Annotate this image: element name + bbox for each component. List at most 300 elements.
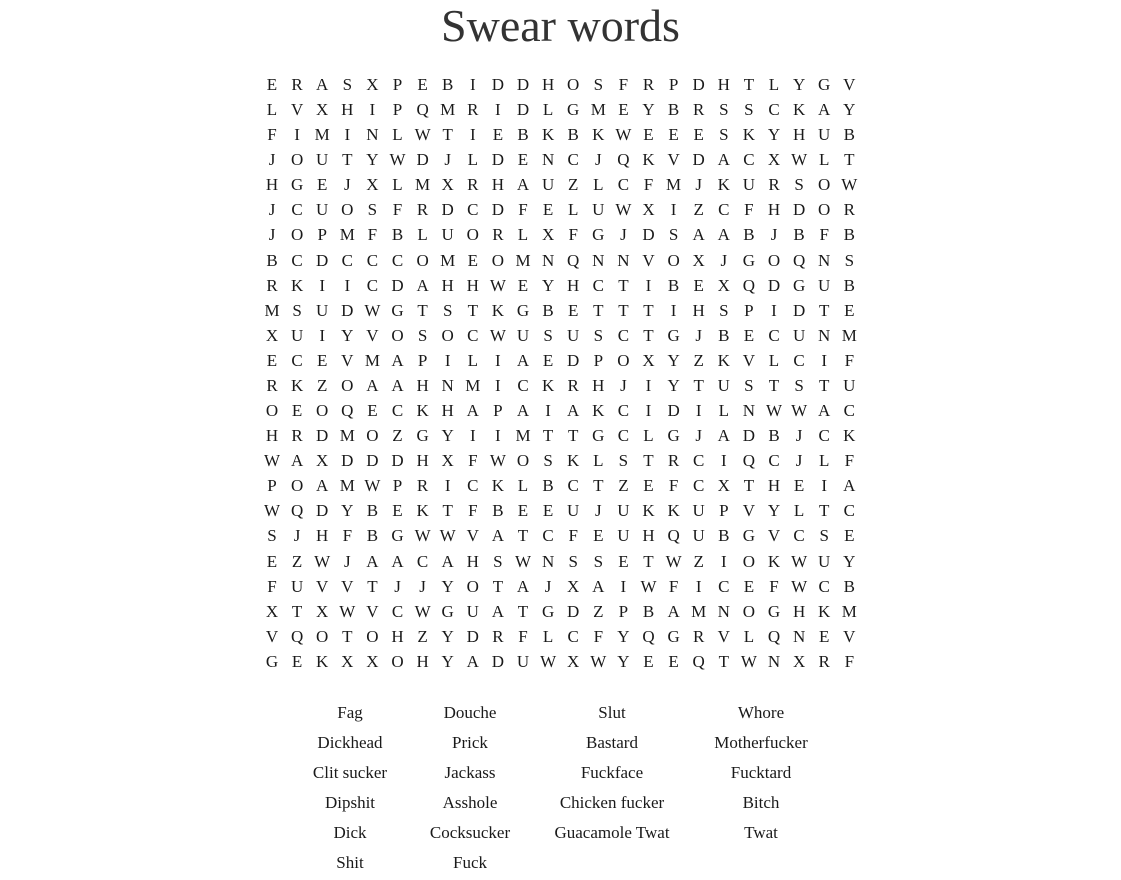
grid-letter: E [618, 551, 629, 571]
grid-letter: T [517, 601, 529, 621]
grid-letter: K [742, 125, 756, 145]
grid-letter: Q [617, 150, 630, 170]
grid-letter: G [391, 300, 404, 320]
grid-letter: T [818, 375, 830, 395]
word-list-item: Guacamole Twat [554, 823, 670, 842]
grid-letter: S [744, 375, 754, 395]
grid-letter: A [441, 551, 454, 571]
grid-letter: R [567, 375, 579, 395]
grid-letter: D [767, 275, 781, 295]
grid-letter: F [844, 350, 855, 370]
grid-letter: R [291, 75, 303, 94]
grid-letter: F [769, 576, 779, 596]
grid-letter: E [668, 125, 679, 145]
grid-letter: L [266, 100, 278, 120]
grid-letter: G [667, 626, 680, 646]
grid-letter: Y [667, 375, 680, 395]
grid-letter: Z [392, 426, 403, 446]
grid-letter: O [341, 375, 354, 395]
grid-letter: S [593, 551, 604, 571]
grid-letter: Z [618, 476, 629, 496]
grid-letter: T [643, 451, 654, 471]
grid-letter: W [540, 651, 557, 671]
grid-letter: E [567, 300, 579, 320]
grid-letter: E [844, 300, 855, 320]
grid-letter: O [290, 225, 304, 245]
grid-letter: G [391, 526, 404, 546]
grid-letter: F [844, 451, 855, 471]
grid-letter: D [366, 451, 379, 471]
grid-letter: H [341, 100, 354, 120]
grid-letter: A [667, 601, 680, 621]
grid-letter: W [791, 576, 808, 596]
grid-letter: M [691, 601, 707, 621]
grid-letter: D [466, 626, 479, 646]
grid-letter: P [267, 476, 277, 496]
grid-letter: W [765, 401, 783, 421]
grid-letter: O [742, 551, 756, 571]
grid-letter: K [416, 401, 429, 421]
grid-letter: Q [642, 626, 655, 646]
grid-letter: C [291, 200, 303, 220]
grid-letter: I [495, 375, 501, 395]
grid-letter: D [642, 225, 655, 245]
grid-letter: U [516, 651, 530, 671]
grid-letter: S [267, 526, 277, 546]
grid-letter: T [844, 150, 855, 170]
grid-letter: R [291, 426, 303, 446]
grid-letter: V [290, 100, 304, 120]
grid-letter: J [394, 576, 401, 596]
grid-letter: X [265, 601, 279, 621]
grid-letter: I [720, 451, 727, 471]
grid-letter: E [291, 401, 303, 421]
grid-letter: F [518, 626, 528, 646]
grid-letter: T [718, 651, 729, 671]
grid-letter: H [416, 651, 429, 671]
grid-letter: F [468, 501, 478, 521]
grid-letter: B [768, 426, 780, 446]
grid-letter: T [743, 476, 755, 496]
grid-letter: H [792, 125, 806, 145]
grid-letter: L [768, 75, 780, 94]
grid-letter: G [667, 426, 680, 446]
grid-letter: I [294, 125, 300, 145]
grid-letter: X [642, 350, 655, 370]
grid-letter: N [541, 551, 555, 571]
grid-letter: U [742, 175, 756, 195]
grid-letter: G [792, 275, 806, 295]
grid-letter: A [316, 476, 329, 496]
grid-letter: I [695, 576, 702, 596]
grid-letter: J [720, 250, 728, 270]
grid-letter: Q [290, 501, 304, 521]
grid-letter: A [366, 551, 379, 571]
grid-letter: T [643, 300, 654, 320]
grid-letter: L [793, 501, 805, 521]
grid-letter: Y [767, 501, 781, 521]
grid-letter: U [617, 526, 630, 546]
grid-letter: C [718, 200, 730, 220]
grid-letter: W [640, 576, 657, 596]
grid-letter: X [341, 651, 354, 671]
grid-letter: Q [792, 250, 806, 270]
grid-letter: Z [316, 375, 328, 395]
grid-letter: O [416, 250, 429, 270]
grid-letter: X [567, 651, 580, 671]
grid-letter: D [692, 150, 705, 170]
grid-letter: P [618, 601, 629, 621]
grid-letter: A [516, 401, 530, 421]
grid-letter: W [791, 150, 808, 170]
grid-letter: S [618, 451, 629, 471]
grid-letter: N [767, 651, 781, 671]
grid-letter: L [593, 451, 604, 471]
grid-letter: C [693, 451, 705, 471]
grid-letter: W [314, 551, 331, 571]
grid-letter: O [366, 426, 379, 446]
grid-letter: W [263, 451, 281, 471]
grid-letter: N [818, 325, 831, 345]
grid-letter: A [843, 476, 856, 496]
grid-letter: D [316, 426, 329, 446]
grid-letter: D [516, 100, 530, 120]
grid-letter: O [818, 175, 831, 195]
grid-letter: H [491, 175, 505, 195]
grid-letter: V [667, 150, 680, 170]
grid-letter: N [441, 375, 454, 395]
grid-letter: X [642, 200, 655, 220]
grid-letter: E [643, 125, 654, 145]
grid-letter: C [768, 100, 780, 120]
grid-letter: S [744, 100, 754, 120]
grid-letter: K [541, 125, 555, 145]
grid-letter: H [441, 401, 454, 421]
grid-letter: M [515, 426, 531, 446]
grid-letter: J [620, 225, 627, 245]
grid-letter: Y [541, 275, 555, 295]
grid-letter: O [265, 401, 279, 421]
grid-letter: O [567, 75, 580, 94]
grid-letter: Z [417, 626, 428, 646]
grid-letter: F [267, 125, 277, 145]
grid-letter: C [617, 426, 630, 446]
grid-letter: D [742, 426, 756, 446]
grid-letter: Y [617, 626, 630, 646]
grid-letter: Y [341, 501, 354, 521]
grid-letter: E [517, 501, 529, 521]
grid-letter: O [341, 200, 354, 220]
grid-letter: C [793, 526, 805, 546]
grid-letter: T [517, 526, 529, 546]
grid-letter: T [342, 150, 353, 170]
grid-letter: C [768, 451, 780, 471]
grid-letter: A [416, 275, 429, 295]
grid-letter: D [792, 300, 806, 320]
grid-letter: Y [667, 350, 680, 370]
grid-letter: J [594, 150, 602, 170]
grid-letter: Y [441, 651, 454, 671]
grid-letter: J [695, 426, 702, 446]
grid-letter: P [493, 401, 503, 421]
grid-letter: X [316, 601, 329, 621]
grid-letter: W [665, 551, 682, 571]
grid-letter: E [467, 250, 478, 270]
grid-letter: H [466, 551, 479, 571]
grid-letter: A [391, 551, 404, 571]
grid-letter: A [391, 375, 404, 395]
grid-letter: C [843, 401, 855, 421]
grid-letter: U [316, 150, 329, 170]
word-list-item: Fuck [453, 853, 487, 872]
grid-letter: X [541, 225, 555, 245]
grid-letter: J [695, 325, 702, 345]
grid-letter: C [391, 401, 404, 421]
grid-letter: A [516, 175, 530, 195]
grid-letter: O [316, 401, 329, 421]
grid-letter: T [467, 300, 478, 320]
grid-letter: C [567, 476, 579, 496]
grid-letter: Z [291, 551, 303, 571]
grid-letter: S [417, 325, 428, 345]
grid-letter: E [266, 75, 278, 94]
grid-letter: D [341, 300, 354, 320]
grid-letter: I [821, 476, 828, 496]
grid-letter: U [516, 325, 530, 345]
grid-letter: E [542, 200, 554, 220]
grid-letter: J [544, 576, 552, 596]
grid-letter: Y [767, 125, 781, 145]
grid-letter: E [316, 350, 328, 370]
grid-letter: B [517, 125, 529, 145]
grid-letter: H [316, 526, 329, 546]
grid-letter: Q [416, 100, 429, 120]
grid-letter: H [265, 175, 279, 195]
grid-letter: T [417, 300, 428, 320]
grid-letter: F [568, 526, 578, 546]
grid-letter: L [417, 225, 428, 245]
grid-letter: K [767, 551, 781, 571]
grid-letter: M [515, 250, 531, 270]
grid-letter: L [517, 225, 529, 245]
grid-letter: U [617, 501, 630, 521]
grid-letter: E [643, 651, 654, 671]
grid-letter: R [467, 100, 479, 120]
grid-letter: Q [692, 651, 705, 671]
grid-letter: O [366, 626, 379, 646]
grid-letter: W [791, 551, 808, 571]
grid-letter: C [818, 576, 830, 596]
grid-letter: O [290, 476, 304, 496]
grid-letter: W [740, 651, 757, 671]
grid-letter: G [742, 250, 756, 270]
grid-letter: T [542, 426, 554, 446]
grid-letter: D [491, 150, 505, 170]
grid-letter: T [492, 576, 504, 596]
grid-letter: T [342, 626, 353, 646]
grid-letter: V [366, 325, 379, 345]
grid-letter: B [843, 576, 855, 596]
grid-letter: U [290, 325, 304, 345]
grid-letter: A [491, 526, 505, 546]
grid-letter: E [367, 401, 378, 421]
grid-letter: I [645, 401, 652, 421]
grid-letter: D [316, 250, 329, 270]
word-list-item: Fucktard [730, 763, 792, 782]
grid-letter: L [542, 100, 554, 120]
grid-letter: C [793, 350, 805, 370]
grid-letter: X [265, 325, 279, 345]
grid-letter: F [819, 225, 829, 245]
word-list-item: Cocksucker [429, 823, 511, 842]
grid-letter: F [668, 576, 679, 596]
grid-letter: L [567, 200, 579, 220]
grid-letter: H [567, 275, 580, 295]
grid-letter: F [518, 200, 528, 220]
grid-letter: D [516, 75, 530, 94]
grid-letter: X [316, 451, 329, 471]
grid-letter: M [841, 601, 857, 621]
word-list-item: Bastard [586, 733, 638, 752]
grid-letter: C [291, 350, 303, 370]
grid-letter: F [342, 526, 353, 546]
grid-letter: B [793, 225, 805, 245]
grid-letter: V [341, 350, 354, 370]
grid-letter: I [821, 350, 828, 370]
grid-letter: V [717, 626, 730, 646]
grid-letter: E [492, 125, 504, 145]
grid-letter: N [717, 601, 730, 621]
grid-letter: A [516, 576, 530, 596]
grid-letter: E [542, 350, 554, 370]
grid-letter: J [770, 225, 778, 245]
grid-letter: T [593, 476, 604, 496]
grid-letter: X [366, 651, 379, 671]
grid-letter: C [768, 325, 780, 345]
grid-letter: S [719, 100, 729, 120]
grid-letter: U [567, 325, 580, 345]
grid-letter: U [818, 275, 831, 295]
grid-letter: X [441, 175, 454, 195]
grid-letter: B [718, 526, 730, 546]
grid-letter: B [718, 325, 730, 345]
grid-letter: U [316, 200, 329, 220]
grid-letter: C [617, 401, 630, 421]
grid-letter: Q [742, 451, 756, 471]
grid-letter: K [592, 401, 605, 421]
grid-letter: B [542, 300, 554, 320]
grid-letter: Q [290, 626, 304, 646]
grid-letter: I [469, 125, 476, 145]
word-list-item: Douche [443, 703, 497, 722]
grid-letter: Y [843, 100, 856, 120]
grid-letter: L [392, 175, 403, 195]
grid-letter: M [364, 350, 380, 370]
grid-letter: S [794, 175, 804, 195]
grid-letter: I [444, 350, 451, 370]
grid-letter: B [843, 225, 855, 245]
grid-letter: B [843, 275, 855, 295]
grid-letter: T [442, 125, 453, 145]
grid-letter: I [469, 75, 476, 94]
grid-letter: W [489, 325, 506, 345]
grid-letter: O [617, 350, 630, 370]
grid-letter: X [441, 451, 454, 471]
grid-letter: H [592, 375, 605, 395]
grid-letter: D [491, 651, 505, 671]
grid-letter: S [367, 200, 378, 220]
word-list-item: Dickhead [317, 733, 383, 752]
grid-letter: C [567, 626, 579, 646]
grid-letter: X [692, 250, 705, 270]
grid-letter: G [592, 426, 605, 446]
word-list-item: Asshole [442, 793, 498, 812]
grid-letter: W [590, 651, 607, 671]
grid-letter: A [717, 150, 730, 170]
grid-letter: O [466, 225, 479, 245]
grid-letter: E [793, 476, 805, 496]
grid-letter: H [767, 476, 781, 496]
grid-letter: W [439, 526, 456, 546]
grid-letter: U [792, 325, 806, 345]
grid-letter: V [843, 75, 856, 94]
grid-letter: Y [341, 325, 354, 345]
grid-letter: C [542, 526, 554, 546]
grid-letter: V [843, 626, 856, 646]
grid-letter: C [467, 476, 479, 496]
grid-letter: I [444, 476, 451, 496]
grid-letter: A [491, 601, 505, 621]
grid-letter: O [742, 601, 756, 621]
grid-letter: S [668, 225, 679, 245]
grid-letter: T [693, 375, 704, 395]
grid-letter: T [643, 551, 654, 571]
grid-letter: U [466, 601, 479, 621]
grid-letter: E [668, 651, 679, 671]
grid-letter: I [344, 275, 351, 295]
grid-letter: W [364, 300, 381, 320]
grid-letter: Y [617, 651, 630, 671]
grid-letter: K [843, 426, 856, 446]
grid-letter: X [717, 275, 730, 295]
grid-letter: I [771, 300, 777, 320]
grid-letter: I [620, 576, 627, 596]
grid-letter: W [389, 150, 406, 170]
grid-letter: I [319, 325, 326, 345]
grid-letter: C [391, 601, 404, 621]
grid-letter: P [417, 350, 428, 370]
grid-letter: K [642, 501, 655, 521]
grid-letter: F [267, 576, 277, 596]
grid-letter: F [568, 225, 578, 245]
grid-letter: A [466, 651, 479, 671]
grid-letter: K [491, 476, 505, 496]
grid-letter: H [792, 601, 806, 621]
grid-letter: S [442, 300, 453, 320]
grid-letter: D [341, 451, 354, 471]
grid-letter: I [319, 275, 326, 295]
grid-letter: X [366, 175, 379, 195]
grid-letter: V [742, 350, 756, 370]
grid-letter: W [339, 601, 356, 621]
grid-letter: Y [366, 150, 379, 170]
grid-letter: C [693, 476, 705, 496]
grid-letter: M [314, 125, 330, 145]
grid-letter: E [743, 576, 755, 596]
grid-letter: T [442, 501, 453, 521]
grid-letter: W [414, 526, 431, 546]
grid-letter: I [695, 401, 702, 421]
